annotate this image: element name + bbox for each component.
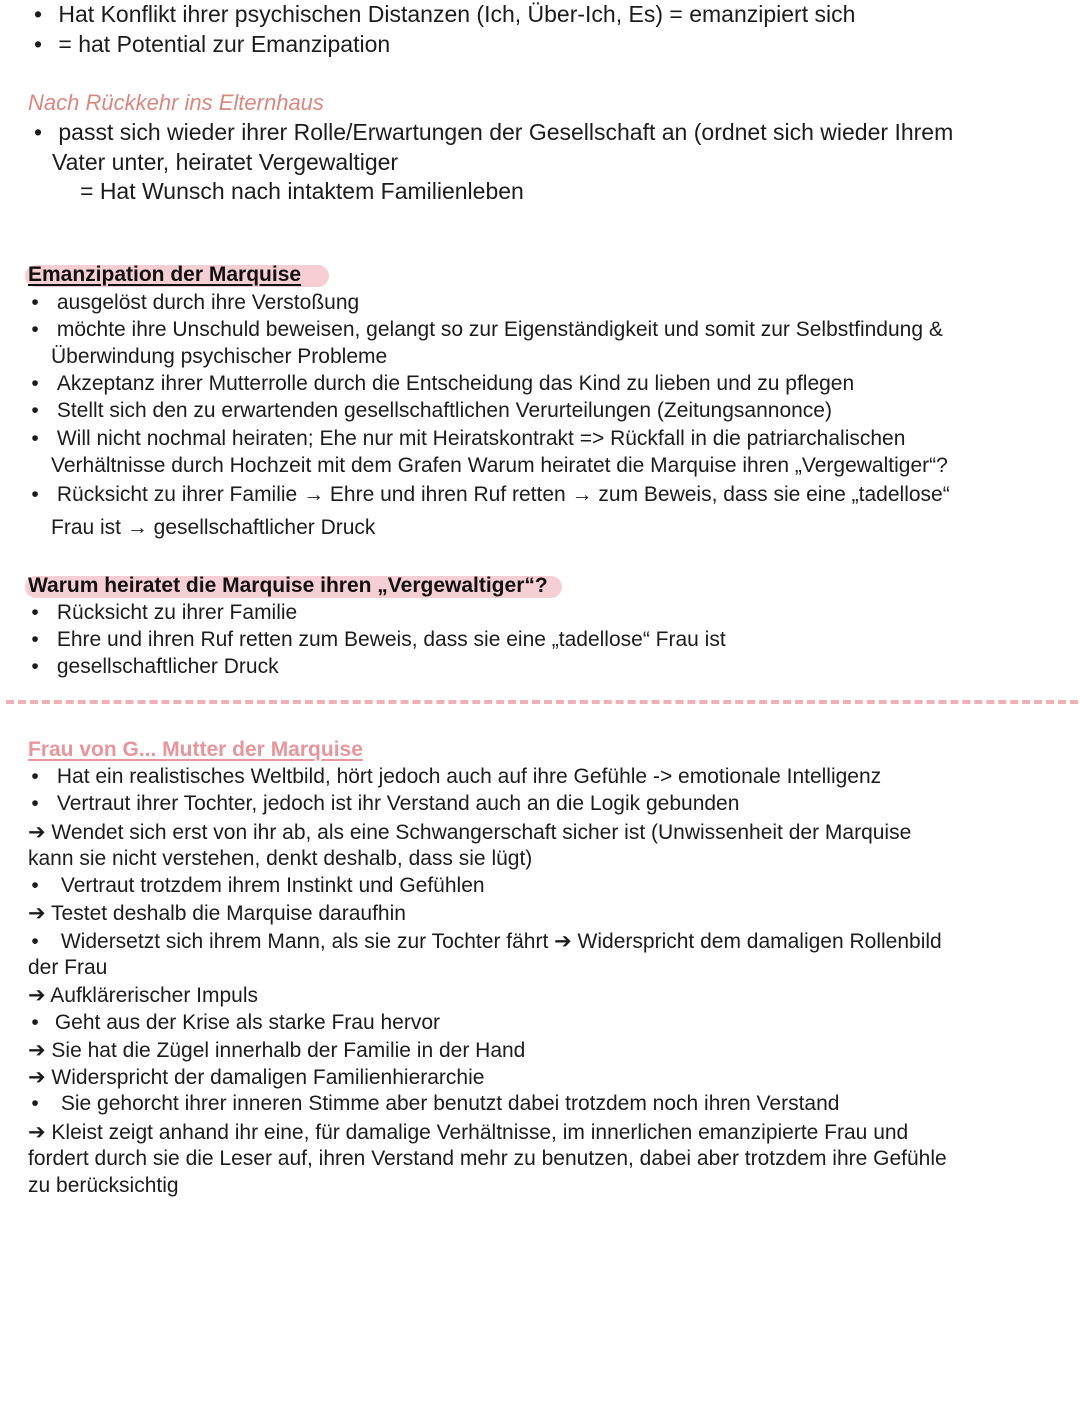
list-item-text: Vertraut trotzdem ihrem Instinkt und Gefühlen [60,874,485,897]
bullet: • [33,119,43,145]
list-item [24,601,297,625]
section-heading-mutter [28,738,363,762]
list-item-text: Will nicht nochmal heiraten; Ehe nur mit Heiratskontrakt => Rückfall in die patriarchalischen [56,427,906,450]
list-item-continuation: Verhältnisse durch Hochzeit mit dem Grafen Warum heiratet die Marquise ihren „Vergewaltiger“? [51,454,948,477]
list-item [24,874,485,898]
list-item [24,792,739,816]
bullet: • [31,483,39,506]
list-item-continuation: Frau ist → gesellschaftlicher Druck [51,516,376,539]
heading-text: Warum heiratet die Marquise ihren „Vergewaltiger“? [28,574,548,597]
bullet: • [33,31,43,57]
list-item [27,1,855,28]
list-item-text: Widersetzt sich ihrem Mann, als sie zur Tochter fährt ➔ Widerspricht dem damaligen Rollenbild [60,930,942,953]
arrow-line: ➔ Testet deshalb die Marquise daraufhin [28,902,406,925]
list-item-text: Akzeptanz ihrer Mutterrolle durch die Entscheidung das Kind zu lieben und zu pflegen [56,372,855,395]
list-item-text: gesellschaftlicher Druck [56,655,279,678]
list-item [24,372,854,396]
arrow-line: ➔ Sie hat die Zügel innerhalb der Familie in der Hand [28,1039,526,1062]
list-item-text: möchte ihre Unschuld beweisen, gelangt so zur Eigenständigkeit und somit zur Selbstfindung & [56,318,943,341]
list-item-continuation: Überwindung psychischer Probleme [51,345,388,368]
arrow-line: ➔ Kleist zeigt anhand ihr eine, für damalige Verhältnisse, im innerlichen emanzipierte Frau und [28,1121,909,1144]
list-item [24,318,943,342]
bullet: • [31,372,39,395]
bullet: • [31,930,39,953]
list-item-text: passt sich wieder ihrer Rolle/Erwartungen der Gesellschaft an (ordnet sich wieder Ihrem [58,119,954,145]
list-item [24,628,726,652]
list-item-continuation: Vater unter, heiratet Vergewaltiger [52,149,399,175]
list-item [24,483,950,507]
bullet: • [31,874,39,897]
list-item [24,655,279,679]
bullet: • [31,601,39,624]
subheading-rueckkehr: Nach Rückkehr ins Elternhaus [28,90,324,115]
list-item-text: Hat Konflikt ihrer psychischen Distanzen (Ich, Über-Ich, Es) = emanzipiert sich [58,1,856,27]
list-item [27,119,953,146]
arrow-line: ➔ Wendet sich erst von ihr ab, als eine Schwangerschaft sicher ist (Unwissenheit der Marquise [28,821,912,844]
list-item-text: Ehre und ihren Ruf retten zum Beweis, dass sie eine „tadellose“ Frau ist [56,628,726,651]
list-item [24,929,942,954]
bullet: • [31,628,39,651]
bullet: • [31,399,39,422]
bullet: • [31,427,39,450]
heading-text: Frau von G... Mutter der Marquise [28,738,363,761]
section-heading-emanzipation [28,263,301,287]
list-item-continuation: der Frau [28,956,108,979]
list-item-text: Geht aus der Krise als starke Frau hervor [54,1011,441,1034]
arrow-line: ➔ Widerspricht der damaligen Familienhierarchie [28,1066,485,1089]
bullet: • [31,655,39,678]
result-line: = Hat Wunsch nach intaktem Familienleben [80,178,524,204]
list-item [24,291,359,315]
list-item-text: Rücksicht zu ihrer Familie [56,601,298,624]
list-item-text: Rücksicht zu ihrer Familie → Ehre und ihren Ruf retten → zum Beweis, dass sie eine „tadellose“ [56,483,950,506]
dashed-divider [6,700,1078,704]
list-item [27,31,390,58]
section-heading-warum [28,574,548,598]
list-item [24,427,905,451]
list-item [24,1011,440,1035]
heading-text: Emanzipation der Marquise [28,263,302,286]
arrow-line-continuation: kann sie nicht verstehen, denkt deshalb, dass sie lügt) [28,847,533,870]
list-item [24,399,832,423]
list-item-text: Vertraut ihrer Tochter, jedoch ist ihr Verstand auch an die Logik gebunden [56,792,740,815]
bullet: • [31,765,39,788]
bullet: • [31,1011,39,1034]
arrow-line: ➔ Aufklärerischer Impuls [28,984,259,1007]
list-item-text: Sie gehorcht ihrer inneren Stimme aber benutzt dabei trotzdem noch ihren Verstand [60,1092,840,1115]
list-item [24,765,881,789]
bullet: • [31,792,39,815]
bullet: • [31,291,39,314]
arrow-line-continuation: zu berücksichtig [28,1174,179,1197]
list-item [24,1092,839,1116]
bullet: • [31,1092,39,1115]
arrow-line-continuation: fordert durch sie die Leser auf, ihren Verstand mehr zu benutzen, dabei aber trotzdem ihre Gefühle [28,1147,947,1170]
list-item-text: Stellt sich den zu erwartenden gesellschaftlichen Verurteilungen (Zeitungsannonce) [56,399,832,422]
list-item-text: = hat Potential zur Emanzipation [58,31,391,57]
list-item-text: ausgelöst durch ihre Verstoßung [56,291,360,314]
bullet: • [31,318,39,341]
bullet: • [33,1,43,27]
list-item-text: Hat ein realistisches Weltbild, hört jedoch auch auf ihre Gefühle -> emotionale Intelligenz [56,765,882,788]
